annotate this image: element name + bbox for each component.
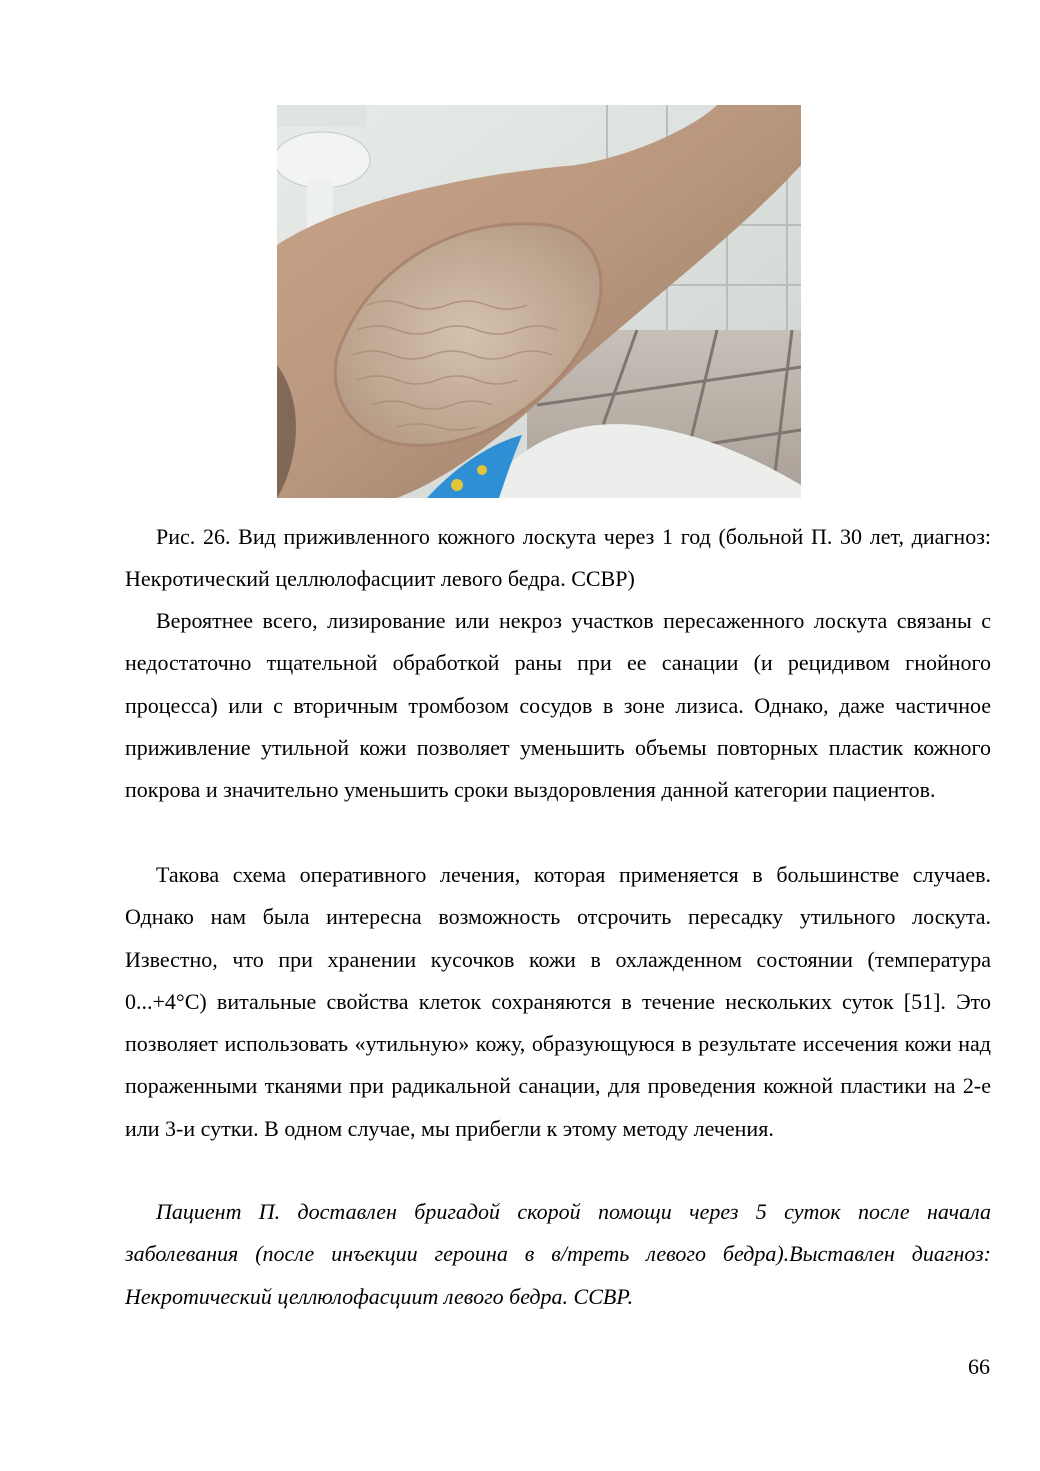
body-paragraph: Вероятнее всего, лизирование или некроз участков пересаженного лоскута связаны с недостаточно тщательной обработкой раны при ее санации (и рецидивом гнойного процесса) или с вторичным тромбозом сосудов в зоне лизиса. Однако, даже частичное приживление утильной кожи позволяет уменьшить объемы повторных пластик кожного покрова и значительно уменьшить сроки выздоровления данной категории пациентов. xyxy=(125,608,991,803)
figure-photo xyxy=(277,105,801,498)
figure-caption: Рис. 26. Вид приживленного кожного лоскута через 1 год (больной П. 30 лет, диагноз: Некротический целлюлофасциит левого бедра. ССВР) xyxy=(125,524,991,592)
case-description-paragraph: Пациент П. доставлен бригадой скорой помощи через 5 суток после начала заболевания (после инъекции героина в в/треть левого бедра).Выставлен диагноз: Некротический целлюлофасциит левого бедра. ССВР. xyxy=(125,1199,991,1309)
body-paragraph: Такова схема оперативного лечения, которая применяется в большинстве случаев. Однако нам была интересна возможность отсрочить пересадку утильного лоскута. Известно, что при хранении кусочков кожи в охлажденном состоянии (температура 0...+4°С) витальные свойства клеток сохраняются в течение нескольких суток [51]. Это позволяет использовать «утильную» кожу, образующуюся в результате иссечения кожи над пораженными тканями при радикальной санации, для проведения кожной пластики на 2-е или 3-и сутки. В одном случае, мы прибегли к этому методу лечения. xyxy=(125,862,991,1141)
page-number: 66 xyxy=(968,1354,990,1379)
healed-skin-graft-photo-icon xyxy=(277,105,801,498)
